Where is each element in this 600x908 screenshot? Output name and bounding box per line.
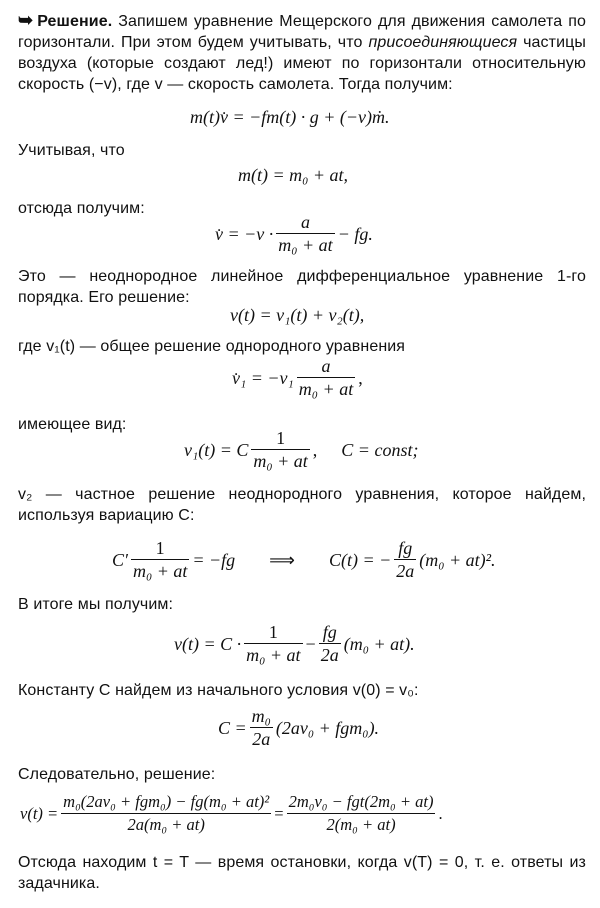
fraction-bar bbox=[244, 643, 302, 644]
fraction-bar bbox=[276, 233, 334, 234]
para-hence: отсюда получим: bbox=[18, 200, 145, 217]
arrow-right-icon: ➥ bbox=[18, 10, 34, 30]
para-therefore: Следовательно, решение: bbox=[18, 766, 216, 783]
eq7-rhs-num: fg bbox=[398, 538, 413, 558]
para-constant: Константу C найдем из начального условия v(0) = v₀: bbox=[18, 682, 419, 699]
eq7-fraction bbox=[131, 538, 189, 581]
eq8-minus: − bbox=[305, 633, 316, 654]
eq7-eqpart: = −fg bbox=[192, 549, 236, 570]
eq3-fraction bbox=[276, 212, 334, 255]
intro-emphasis: присоединяющиеся bbox=[368, 34, 518, 51]
eq10-end: . bbox=[438, 803, 443, 823]
eq8-lhs: v(t) = C · bbox=[174, 633, 242, 654]
eq9-den: 2a bbox=[252, 729, 271, 749]
eq6-num: 1 bbox=[276, 428, 286, 448]
eq2-text: m(t) = m₀ + at, bbox=[238, 165, 349, 185]
fraction-bar bbox=[297, 377, 355, 378]
eq10-lhs: v(t) = bbox=[20, 803, 59, 823]
eq8-num1: 1 bbox=[268, 622, 278, 642]
eq6-mid: , bbox=[312, 439, 318, 460]
eq8-den1: m₀ + at bbox=[246, 645, 301, 665]
eq3-num: a bbox=[300, 212, 310, 232]
eq6-fraction bbox=[251, 428, 309, 471]
fraction-bar bbox=[394, 559, 416, 560]
eq5-num: a bbox=[321, 356, 331, 376]
eq5-fraction bbox=[297, 356, 355, 399]
solution-label: Решение. bbox=[37, 13, 113, 30]
eq10-num2: 2m₀v₀ − fgt(2m₀ + at) bbox=[288, 792, 434, 811]
eq6-rhs: C = const; bbox=[341, 439, 419, 460]
equation-final-form bbox=[174, 622, 415, 665]
fraction-bar bbox=[131, 559, 189, 560]
para-considering: Учитывая, что bbox=[18, 142, 125, 159]
fraction-bar bbox=[287, 813, 436, 814]
eq10-eq: = bbox=[274, 803, 284, 823]
eq6-lhs: v₁(t) = C bbox=[184, 439, 249, 460]
fraction-bar bbox=[250, 727, 273, 728]
eq3-lhs: v̇ = −v · bbox=[215, 223, 274, 244]
para-nonhomogeneous: Это — неоднородное линейное дифференциальное уравнение 1-го порядка. Его решение: bbox=[18, 268, 586, 306]
eq10-fraction-2 bbox=[287, 792, 436, 835]
eq1-text: m(t)v̇ = −fm(t) · g + (−v)ṁ. bbox=[190, 107, 390, 127]
eq5-rhs: , bbox=[358, 367, 363, 388]
equation-v1 bbox=[184, 428, 418, 471]
fraction-bar bbox=[251, 449, 309, 450]
eq7-den: m₀ + at bbox=[132, 561, 188, 581]
equation-mass bbox=[238, 164, 348, 186]
equation-constant bbox=[218, 706, 379, 749]
eq9-fraction bbox=[250, 706, 273, 749]
equation-solution bbox=[20, 792, 443, 835]
eq9-lhs: C = bbox=[218, 717, 247, 738]
eq5-lhs: v̇₁ = −v₁ bbox=[232, 367, 294, 388]
eq7-lhs: C′ bbox=[112, 549, 128, 570]
eq4-text: v(t) = v₁(t) + v₂(t), bbox=[230, 305, 365, 325]
para-final: Отсюда находим t = T — время остановки, когда v(T) = 0, т. е. ответы из задачника. bbox=[18, 854, 586, 892]
para-result: В итоге мы получим: bbox=[18, 596, 174, 613]
equation-variation bbox=[112, 538, 496, 581]
eq6-den: m₀ + at bbox=[253, 451, 308, 471]
eq8-den2: 2a bbox=[320, 645, 339, 665]
eq9-num: m₀ bbox=[251, 706, 271, 726]
fraction-bar bbox=[319, 643, 341, 644]
eq3-den: m₀ + at bbox=[278, 235, 333, 255]
eq8-tail: (m₀ + at). bbox=[343, 633, 415, 654]
equation-general-solution bbox=[230, 304, 364, 326]
eq9-tail: (2av₀ + fgm₀). bbox=[275, 717, 380, 738]
equation-meshchersky bbox=[190, 106, 390, 128]
para-v2: v₂ — частное решение неоднородного уравнения, которое найдем, используя вариацию C: bbox=[18, 486, 586, 524]
eq7-rhs-lhs: C(t) = − bbox=[328, 549, 392, 570]
eq7-rhs-tail: (m₀ + at)². bbox=[419, 549, 496, 570]
fraction-bar bbox=[61, 813, 271, 814]
eq8-fraction-2 bbox=[319, 622, 341, 665]
eq3-rhs: − fg. bbox=[337, 223, 373, 244]
eq10-num1: m₀(2av₀ + fgm₀) − fg(m₀ + at)² bbox=[63, 792, 270, 811]
implies-icon: ⟹ bbox=[269, 549, 295, 570]
equation-homogeneous bbox=[232, 356, 363, 399]
eq7-rhs-fraction bbox=[394, 538, 416, 581]
eq7-rhs-den: 2a bbox=[396, 561, 415, 581]
eq10-den1: 2a(m₀ + at) bbox=[127, 815, 205, 834]
eq8-fraction-1 bbox=[244, 622, 302, 665]
eq7-num: 1 bbox=[155, 538, 165, 558]
intro-text-a: Запишем уравнение Мещерского для движения самолета по горизонтали. При этом будем учитывать, что bbox=[18, 13, 586, 51]
intro-text-b: частицы воздуха (которые создают лед!) имеют по горизонтали относительную скорость (−v), где v — скорость самолета. Тогда получим: bbox=[18, 34, 586, 93]
para-where: где v₁(t) — общее решение однородного уравнения bbox=[18, 338, 406, 355]
equation-velocity-derivative bbox=[215, 212, 373, 255]
intro-paragraph bbox=[18, 10, 586, 95]
para-form: имеющее вид: bbox=[18, 416, 127, 433]
eq5-den: m₀ + at bbox=[298, 379, 354, 399]
eq8-num2: fg bbox=[322, 622, 337, 642]
eq10-den2: 2(m₀ + at) bbox=[326, 815, 396, 834]
eq10-fraction-1 bbox=[61, 792, 271, 835]
